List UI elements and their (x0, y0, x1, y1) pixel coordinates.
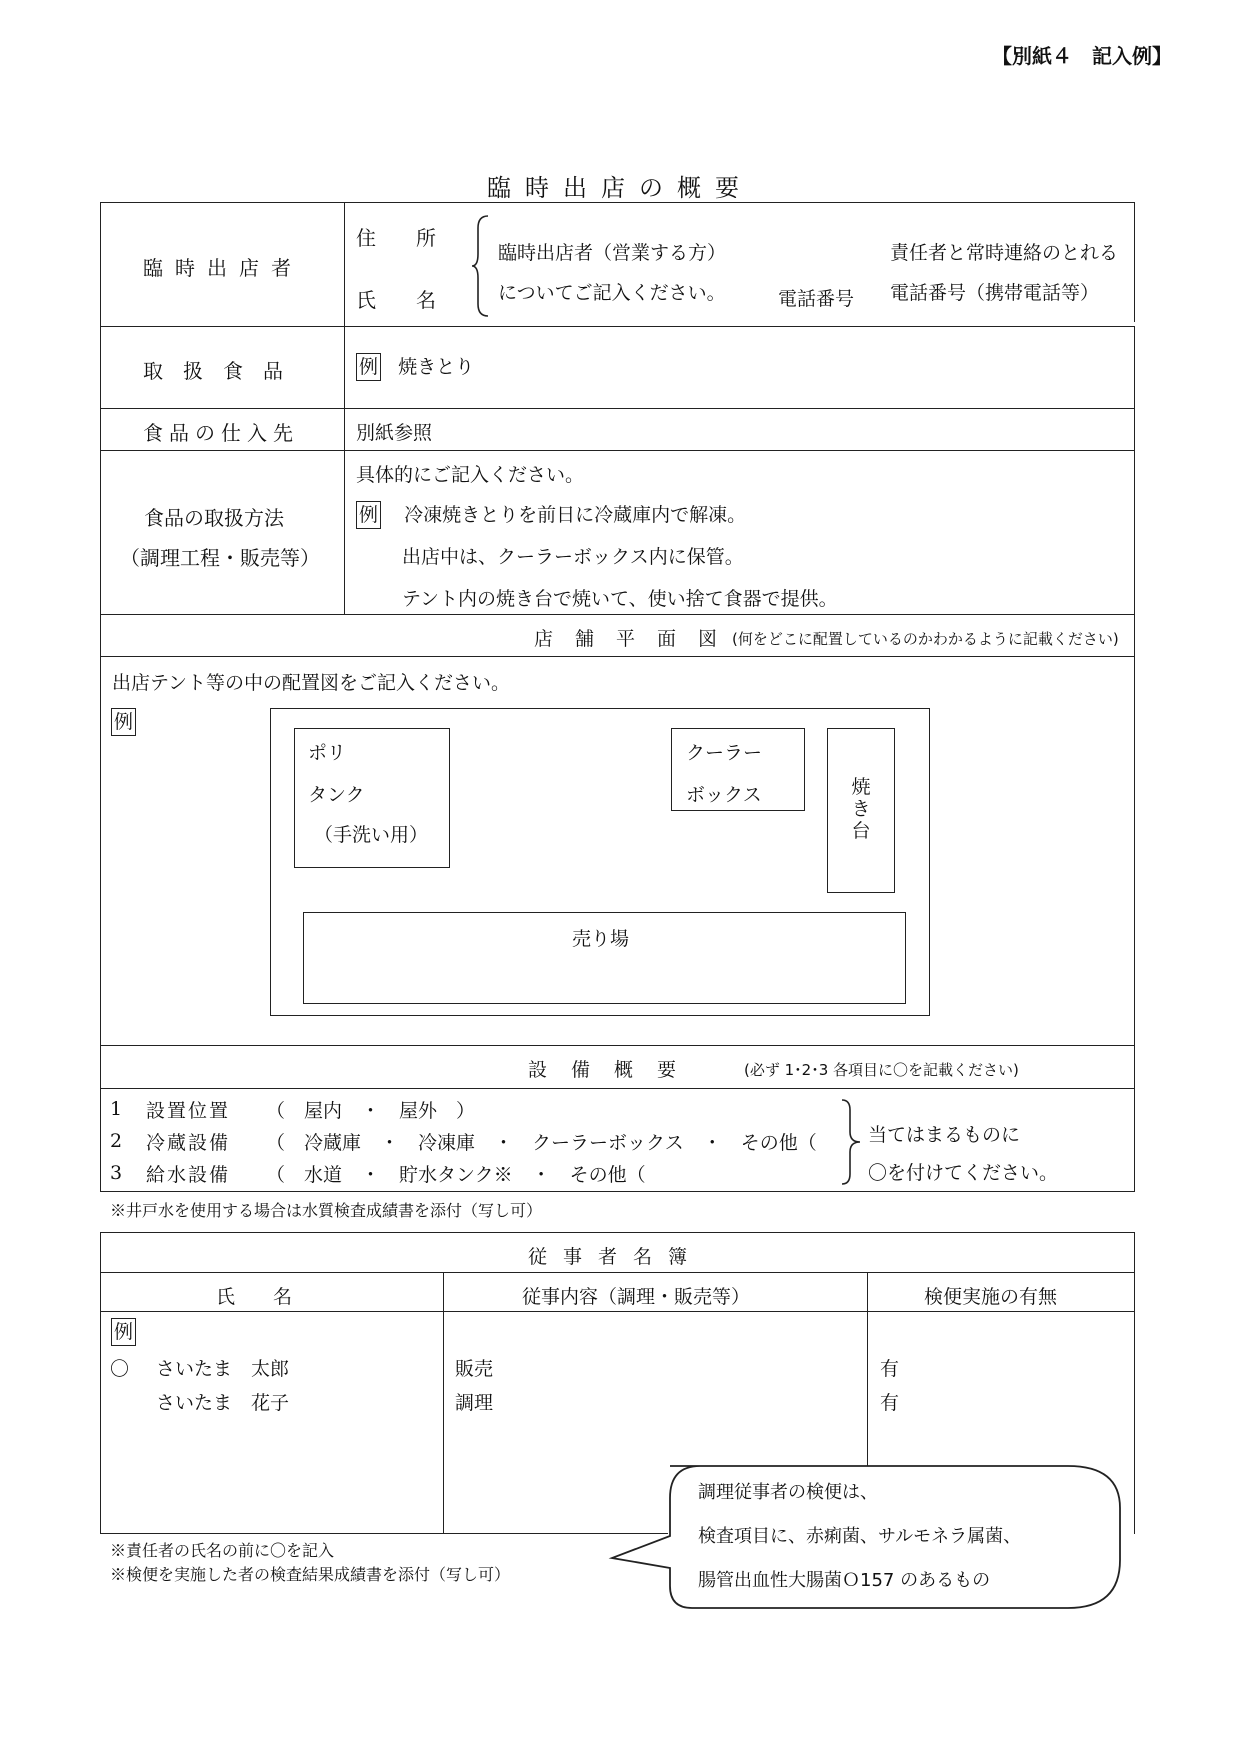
equipment-row-options: （ 水道 ・ 貯水タンク※ ・ その他（ (266, 1164, 646, 1186)
address-label: 住 所 (356, 226, 436, 250)
equipment-row-options: （ 屋内 ・ 屋外 ） (266, 1100, 476, 1122)
equipment-row-num: 3 (110, 1162, 123, 1184)
equipment-row-label: 冷蔵設備 (146, 1132, 231, 1154)
phone-label: 電話番号 (778, 288, 855, 310)
floor-plan-title: 店舗平面図 (534, 628, 740, 650)
equipment-side-note-1: 当てはまるものに (868, 1124, 1021, 1146)
sales-label: 売り場 (572, 928, 630, 950)
equipment-note: (必ず 1･2･3 各項目に〇を記載ください) (744, 1061, 1019, 1079)
equipment-row-label: 給水設備 (146, 1164, 231, 1186)
operator-label: 臨時出店者 (143, 256, 303, 280)
cooler-label-1: クーラー (686, 742, 763, 764)
example-marker: 例 (111, 1318, 136, 1346)
phone-note-1: 責任者と常時連絡のとれる (890, 242, 1119, 264)
staff-name: さいたま 花子 (156, 1392, 290, 1414)
tank-label-1: ポリ (308, 742, 347, 764)
operator-note-2: についてご記入ください。 (498, 282, 726, 304)
callout-line-2: 検査項目に、赤痢菌、サルモネラ属菌、 (698, 1526, 1022, 1547)
cooler-label-2: ボックス (686, 784, 762, 806)
example-marker: 例 (356, 501, 381, 529)
page-title: 臨時出店の概要 (487, 174, 753, 202)
staff-duty: 販売 (455, 1358, 494, 1380)
floor-plan-instruction: 出店テント等の中の配置図をご記入ください。 (112, 672, 511, 694)
handling-label-2: （調理工程・販売等） (120, 546, 320, 570)
grill-label: 焼き台 (851, 776, 871, 842)
equipment-row-options: （ 冷蔵庫 ・ 冷凍庫 ・ クーラーボックス ・ その他（ (266, 1132, 817, 1154)
equipment-title: 設備概要 (528, 1059, 701, 1081)
handling-label-1: 食品の取扱方法 (144, 506, 284, 530)
callout-line-3: 腸管出血性大腸菌Ｏ157 のあるもの (698, 1570, 991, 1591)
equipment-row-num: 2 (110, 1130, 123, 1152)
equipment-row-label: 設置位置 (146, 1100, 231, 1122)
staff-name: さいたま 太郎 (156, 1358, 290, 1380)
staff-duty: 調理 (455, 1392, 494, 1414)
callout-line-1: 調理従事者の検便は、 (698, 1482, 878, 1503)
food-label: 取扱食品 (143, 359, 303, 383)
staff-test: 有 (880, 1358, 900, 1380)
header-tag: 【別紙４ 記入例】 (992, 44, 1172, 68)
equipment-side-note-2: 〇を付けてください。 (868, 1162, 1059, 1184)
col-test-header: 検便実施の有無 (924, 1286, 1058, 1308)
supplier-value: 別紙参照 (356, 422, 433, 444)
col-duty-header: 従事内容（調理・販売等） (522, 1286, 751, 1308)
floor-plan-note: (何をどこに配置しているのかわかるように記載ください) (732, 630, 1119, 648)
handling-line-2: 出店中は、クーラーボックス内に保管。 (402, 546, 744, 568)
example-marker: 例 (356, 353, 381, 381)
phone-note-2: 電話番号（携帯電話等） (890, 282, 1100, 304)
equipment-row-num: 1 (110, 1098, 123, 1120)
food-value: 焼きとり (398, 356, 475, 378)
responsible-mark: 〇 (110, 1358, 130, 1380)
staff-test: 有 (880, 1392, 900, 1414)
name-label: 氏 名 (356, 288, 436, 312)
tank-label-2: タンク (308, 784, 365, 806)
staff-title: 従事者名簿 (528, 1246, 704, 1268)
tank-label-3: （手洗い用） (314, 824, 429, 846)
brace-icon (840, 1098, 864, 1186)
staff-footnote-1: ※責任者の氏名の前に〇を記入 (110, 1541, 335, 1560)
example-marker: 例 (111, 708, 136, 736)
handling-instruction: 具体的にご記入ください。 (356, 464, 585, 486)
handling-line-3: テント内の焼き台で焼いて、使い捨て食器で提供。 (402, 588, 838, 610)
col-name-header: 氏 名 (216, 1286, 293, 1308)
equipment-footnote: ※井戸水を使用する場合は水質検査成績書を添付（写し可） (110, 1201, 543, 1220)
handling-line-1: 冷凍焼きとりを前日に冷蔵庫内で解凍。 (404, 504, 747, 526)
operator-note-1: 臨時出店者（営業する方） (498, 242, 727, 264)
supplier-label: 食品の仕入先 (143, 421, 299, 445)
staff-footnote-2: ※検便を実施した者の検査結果成績書を添付（写し可） (110, 1565, 511, 1584)
brace-icon (470, 214, 494, 318)
